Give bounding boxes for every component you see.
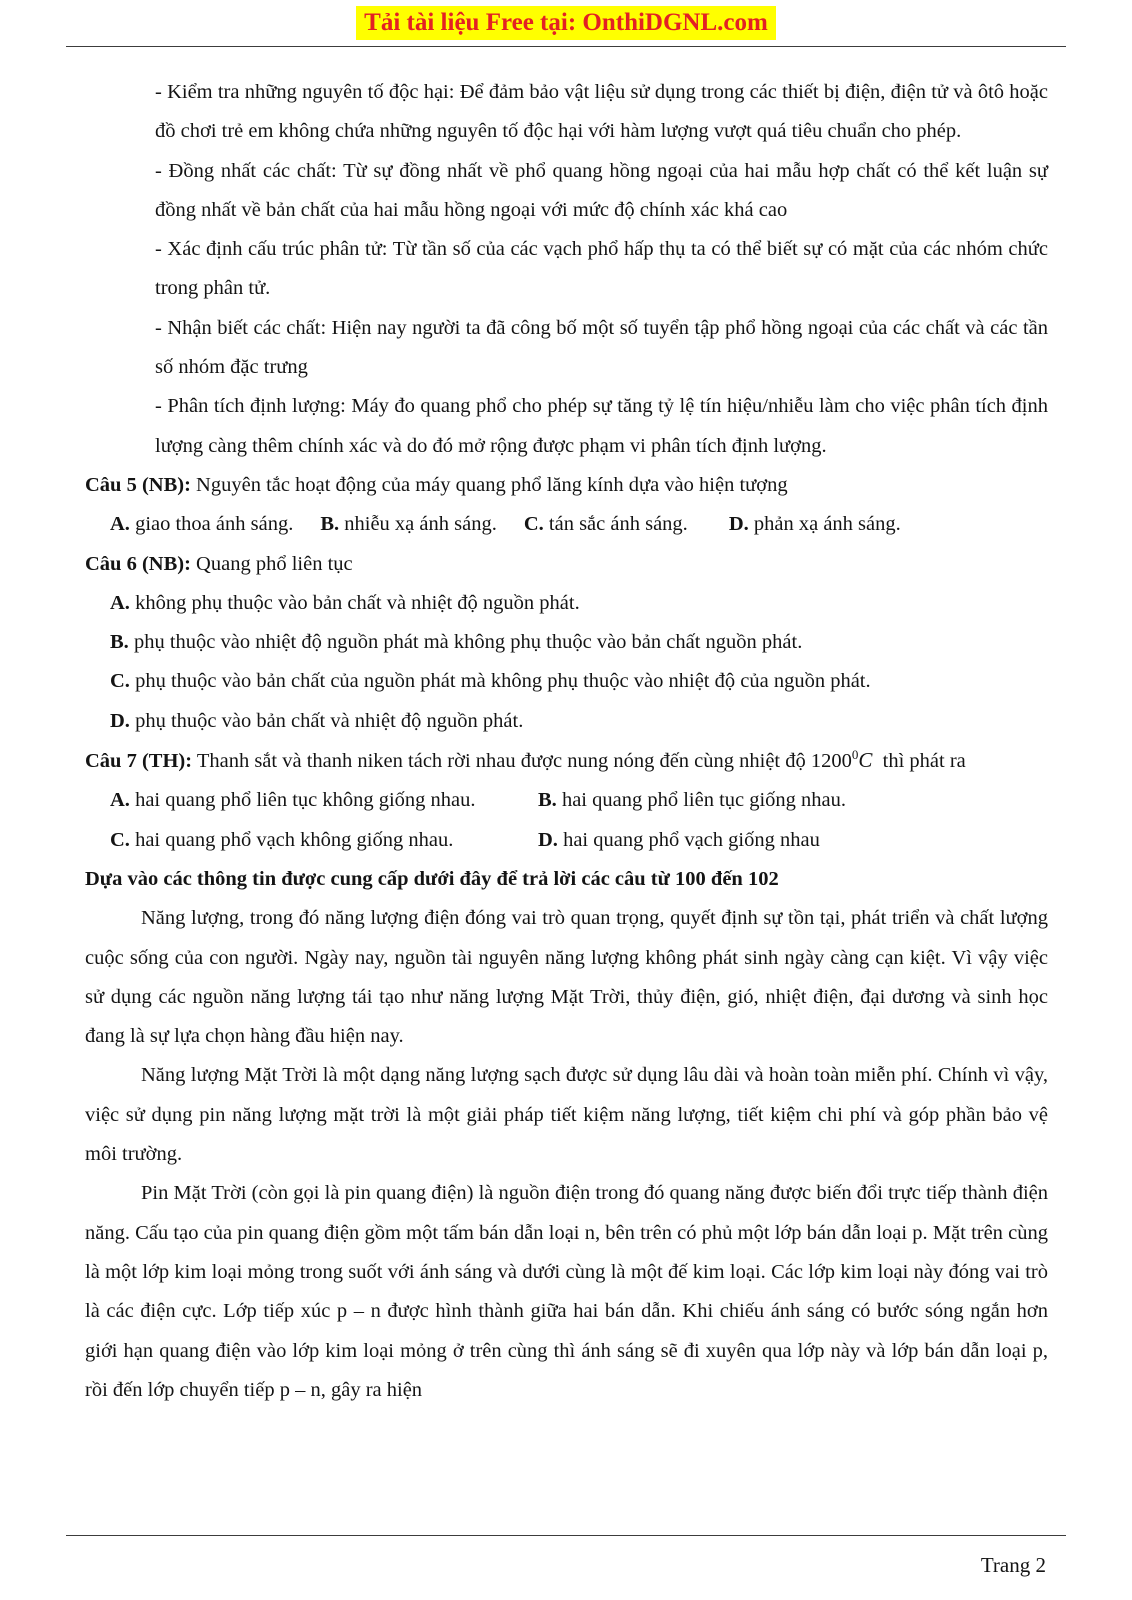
option-7d-letter: D. xyxy=(538,828,558,851)
question-7-options xyxy=(110,781,1048,860)
passage-1: Năng lượng, trong đó năng lượng điện đóng vai trò quan trọng, quyết định sự tồn tại, phát triển và chất lượng cuộc sống của con người. Ngày nay, nguồn tài nguyên năng lượng không phát sinh ngày càng cạn kiệt. Vì vậy việc sử dụng các nguồn năng lượng tái tạo như năng lượng Mặt Trời, thủy điện, gió, nhiệt điện, đại dương và sinh học đang là sự lựa chọn hàng đầu hiện nay. xyxy=(85,907,1048,1048)
option-7c-text: hai quang phổ vạch không giống nhau. xyxy=(135,828,454,851)
question-7-temperature xyxy=(810,747,873,773)
option-5c xyxy=(524,505,688,544)
option-6c xyxy=(110,662,1048,701)
question-5-options xyxy=(110,505,1048,544)
option-7b-text: hai quang phổ liên tục giống nhau. xyxy=(561,789,847,812)
option-5a xyxy=(110,505,293,544)
option-5b-letter: B. xyxy=(320,513,340,536)
option-7c-letter: C. xyxy=(110,828,130,851)
question-5-text: Nguyên tắc hoạt động của máy quang phổ lăng kính dựa vào hiện tượng xyxy=(196,473,788,496)
question-6-text: Quang phổ liên tục xyxy=(196,552,353,575)
question-7-text-before: Thanh sắt và thanh niken tách rời nhau được nung nóng đến cùng nhiệt độ xyxy=(196,750,806,773)
option-6a xyxy=(110,584,1048,623)
page-number: Trang 2 xyxy=(980,1553,1046,1577)
bullet-paragraph-2: - Đồng nhất các chất: Từ sự đồng nhất về phổ quang hồng ngoại của hai mẫu hợp chất có thể kết luận sự đồng nhất về bản chất của hai mẫu hồng ngoại với mức độ chính xác khá cao xyxy=(155,159,1048,221)
option-5b xyxy=(320,505,497,544)
footer-divider xyxy=(66,1535,1066,1536)
option-7d xyxy=(538,821,1048,860)
option-7c xyxy=(110,821,538,860)
option-7b xyxy=(538,781,1048,820)
question-7-text-after: thì phát ra xyxy=(882,750,966,773)
option-5d-letter: D. xyxy=(728,513,749,536)
option-6b xyxy=(110,623,1048,662)
option-6b-letter: B. xyxy=(110,631,129,654)
bullet-paragraph-4: - Nhận biết các chất: Hiện nay người ta đã công bố một số tuyển tập phổ hồng ngoại của các chất và các tần số nhóm đặc trưng xyxy=(155,316,1048,379)
passage-2: Năng lượng Mặt Trời là một dạng năng lượng sạch được sử dụng lâu dài và hoàn toàn miễn phí. Chính vì vậy, việc sử dụng pin năng lượng mặt trời là một giải pháp tiết kiệm năng lượng, tiết kiệm chi phí và góp phần bảo vệ môi trường. xyxy=(85,1064,1048,1166)
page-header xyxy=(0,0,1132,40)
option-7a-letter: A. xyxy=(110,789,130,812)
question-7-label: Câu 7 (TH): xyxy=(85,750,193,773)
option-5d-text: phản xạ ánh sáng. xyxy=(753,513,901,536)
option-6d-letter: D. xyxy=(110,709,130,732)
option-5c-letter: C. xyxy=(523,513,544,536)
question-7-stem xyxy=(85,741,1048,781)
option-5a-text: giao thoa ánh sáng. xyxy=(135,513,294,536)
option-6d xyxy=(110,702,1048,741)
bullet-paragraph-3: - Xác định cấu trúc phân tử: Từ tần số của các vạch phổ hấp thụ ta có thể biết sự có mặt của các nhóm chức trong phân tử. xyxy=(155,238,1048,300)
bullet-paragraph-1: - Kiểm tra những nguyên tố độc hại: Để đảm bảo vật liệu sử dụng trong các thiết bị điện, điện tử và ôtô hoặc đồ chơi trẻ em không chứa những nguyên tố độc hại với hàm lượng vượt quá tiêu chuẩn cho phép. xyxy=(155,81,1048,143)
option-5c-text: tán sắc ánh sáng. xyxy=(548,513,688,536)
temperature-unit: C xyxy=(858,748,873,773)
question-6-label: Câu 6 (NB): xyxy=(85,552,191,575)
option-7a-text: hai quang phổ liên tục không giống nhau. xyxy=(135,789,476,812)
bullet-paragraph-5: - Phân tích định lượng: Máy đo quang phổ cho phép sự tăng tỷ lệ tín hiệu/nhiễu làm cho việc phân tích định lượng càng thêm chính xác và do đó mở rộng được phạm vi phân tích định lượng. xyxy=(155,395,1048,457)
question-5-label: Câu 5 (NB): xyxy=(85,473,191,496)
option-6c-text: phụ thuộc vào bản chất của nguồn phát mà không phụ thuộc vào nhiệt độ của nguồn phát. xyxy=(135,670,871,693)
option-7d-text: hai quang phổ vạch giống nhau xyxy=(563,828,820,851)
section-heading: Dựa vào các thông tin được cung cấp dưới đây để trả lời các câu từ 100 đến 102 xyxy=(85,867,779,890)
option-6a-text: không phụ thuộc vào bản chất và nhiệt độ nguồn phát. xyxy=(135,591,580,614)
document-body xyxy=(0,47,1132,1410)
option-6c-letter: C. xyxy=(110,670,130,693)
option-7a xyxy=(110,781,538,820)
option-6d-text: phụ thuộc vào bản chất và nhiệt độ nguồn phát. xyxy=(135,709,524,732)
passage-3: Pin Mặt Trời (còn gọi là pin quang điện) là nguồn điện trong đó quang năng được biến đổi trực tiếp thành điện năng. Cấu tạo của pin quang điện gồm một tấm bán dẫn loại n, bên trên có phủ một lớp bán dẫn loại p. Mặt trên cùng là một lớp kim loại mỏng trong suốt với ánh sáng và dưới cùng là một đế kim loại. Các lớp kim loại này đóng vai trò là các điện cực. Lớp tiếp xúc p – n được hình thành giữa hai bán dẫn. Khi chiếu ánh sáng có bước sóng ngắn hơn giới hạn quang điện vào lớp kim loại mỏng ở trên cùng thì ánh sáng sẽ đi xuyên qua lớp này và lớp bán dẫn loại p, rồi đến lớp chuyển tiếp p – n, gây ra hiện xyxy=(85,1182,1048,1401)
option-5b-text: nhiễu xạ ánh sáng. xyxy=(344,513,497,536)
temperature-exponent: 0 xyxy=(851,747,859,763)
option-6a-letter: A. xyxy=(110,591,130,614)
option-5a-letter: A. xyxy=(110,513,130,536)
option-6b-text: phụ thuộc vào nhiệt độ nguồn phát mà không phụ thuộc vào bản chất nguồn phát. xyxy=(133,631,803,654)
option-7b-letter: B. xyxy=(538,789,557,812)
header-title: Tải tài liệu Free tại: OnthiDGNL.com xyxy=(356,6,776,40)
question-5-stem xyxy=(85,466,1048,505)
question-6-stem xyxy=(85,545,1048,584)
option-5d xyxy=(729,505,901,544)
temperature-value: 1200 xyxy=(810,750,852,773)
